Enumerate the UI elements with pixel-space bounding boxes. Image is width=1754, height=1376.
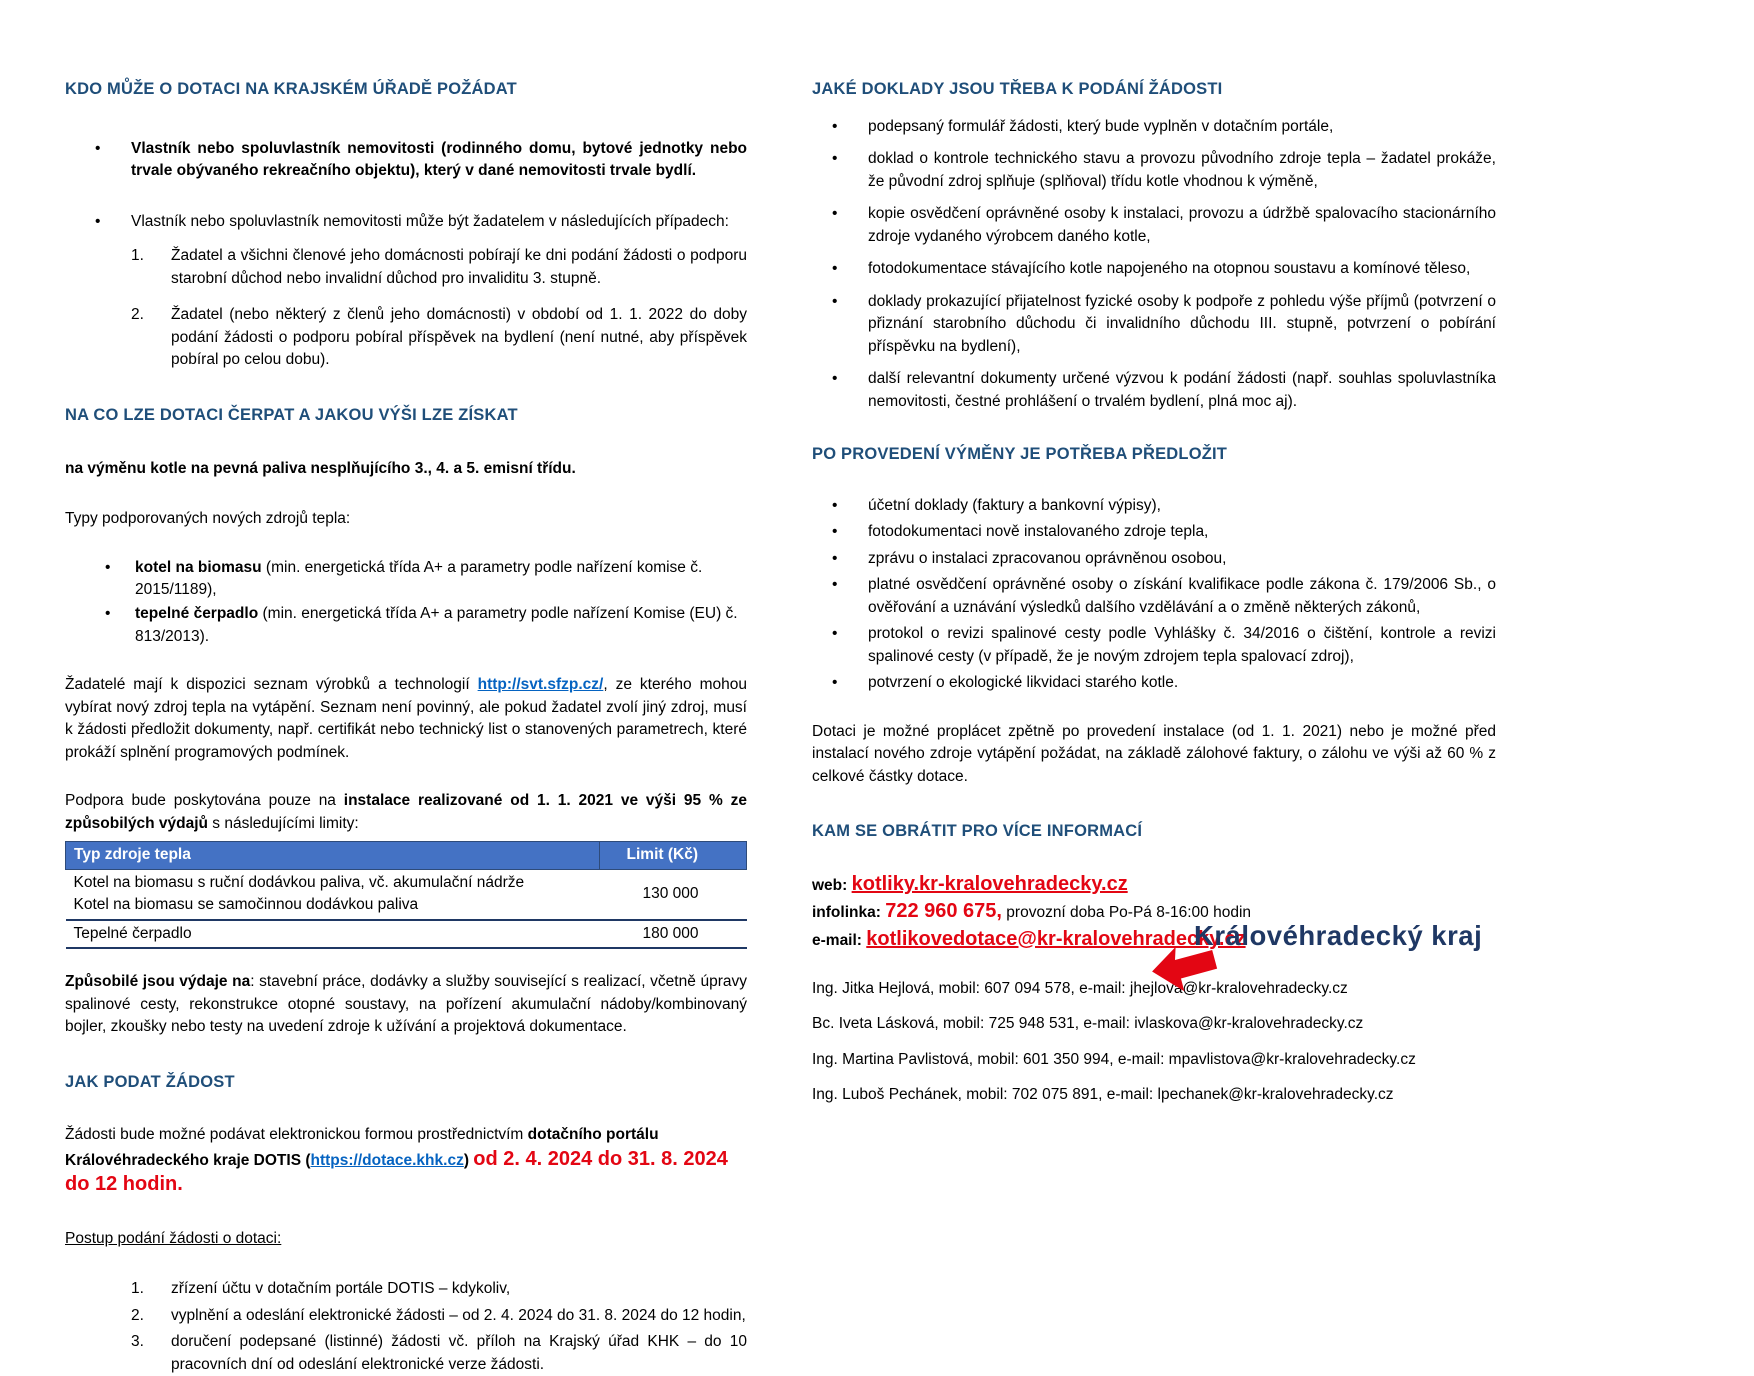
item-text: zřízení účtu v dotačním portále DOTIS – kdykoliv, bbox=[171, 1280, 511, 1298]
table-row bbox=[66, 869, 747, 919]
paragraph-heat-source-types: Typy podporovaných nových zdrojů tepla: bbox=[65, 510, 351, 528]
bullet-icon: • bbox=[832, 625, 838, 643]
item-number: 1. bbox=[131, 1280, 144, 1298]
item-number: 3. bbox=[131, 1333, 144, 1351]
bullet-text: fotodokumentaci nově instalovaného zdroje tepla, bbox=[868, 523, 1209, 541]
bullet-icon: • bbox=[105, 558, 111, 576]
bullet-item bbox=[812, 672, 1496, 694]
table-header-row bbox=[66, 842, 747, 869]
paragraph-retroactive-payment: Dotaci je možné proplácet zpětně po provedení instalace (od 1. 1. 2021) nebo je možné před instalací nového zdroje vytápění požádat, na základě zálohové faktury, o zálohu ve výši až 60 % z celkové částky dotace. bbox=[812, 722, 1496, 785]
bullet-icon: • bbox=[832, 576, 838, 594]
text-run-bold: ( bbox=[301, 1151, 311, 1169]
contact-person: Ing. Luboš Pechánek, mobil: 702 075 891, e-mail: lpechanek@kr-kralovehradecky.cz bbox=[812, 1086, 1394, 1104]
bullet-item bbox=[812, 548, 1496, 570]
type-detail: (min. energetická třída A+ a parametry podle nařízení komise č. 2015/1189), bbox=[135, 558, 703, 598]
contact-person: Ing. Martina Pavlistová, mobil: 601 350 994, e-mail: mpavlistova@kr-kralovehradecky.cz bbox=[812, 1050, 1416, 1068]
bullet-text bbox=[135, 603, 747, 648]
heading-after-replacement: PO PROVEDENÍ VÝMĚNY JE POTŘEBA PŘEDLOŽIT bbox=[812, 445, 1228, 464]
type-name: tepelné čerpadlo bbox=[135, 605, 259, 623]
contact-person: Ing. Jitka Hejlová, mobil: 607 094 578, e-mail: jhejlova@kr-kralovehradecky.cz bbox=[812, 979, 1348, 997]
bullet-item bbox=[812, 521, 1496, 543]
cell-line: Kotel na biomasu se samočinnou dodávkou paliva bbox=[73, 896, 419, 914]
heading-who-can-apply: KDO MŮŽE O DOTACI NA KRAJSKÉM ÚŘADĚ POŽÁDAT bbox=[65, 80, 517, 98]
text-run-bold: instalace realizované od 1. 1. 2021 ve výši 95 % ze způsobilých výdajů bbox=[65, 792, 747, 832]
bullet-item bbox=[812, 203, 1496, 248]
text-run: Žadatelé mají k dispozici seznam výrobků a technologií bbox=[65, 676, 478, 694]
bullet-item bbox=[812, 148, 1496, 193]
bullet-icon: • bbox=[95, 139, 101, 157]
infoline-label: infolinka: bbox=[812, 904, 886, 922]
application-deadline: od 2. 4. 2024 do 31. 8. 2024 do 12 hodin. bbox=[65, 1147, 728, 1196]
svt-sfzp-link[interactable]: http://svt.sfzp.cz/ bbox=[477, 676, 604, 694]
web-label: web: bbox=[812, 877, 852, 895]
infoline-hours: provozní doba Po-Pá 8-16:00 hodin bbox=[1001, 904, 1252, 922]
bullet-item bbox=[812, 623, 1496, 668]
bullet-icon: • bbox=[832, 260, 838, 278]
numbered-item bbox=[65, 1278, 747, 1300]
paragraph-application bbox=[65, 1124, 747, 1197]
table-header-limit: Limit (Kč) bbox=[599, 842, 746, 869]
table-row bbox=[66, 920, 747, 948]
bullet-text: podepsaný formulář žádosti, který bude vyplněn v dotačním portále, bbox=[868, 117, 1334, 135]
bullet-icon: • bbox=[832, 117, 838, 135]
text-run: : stavební práce, dodávky a služby související s realizací, včetně úpravy spalinové cesty, rekonstrukce otopné soustavy, na pořízení akumulační nádoby/kombinovaný bojler, zkoušky nebo testy na uvedení zdroje k užívání a projektová dokumentace. bbox=[65, 973, 747, 1036]
table-cell-type bbox=[66, 869, 600, 919]
bullet-text: účetní doklady (faktury a bankovní výpisy), bbox=[868, 497, 1161, 514]
kralovehradecky-kraj-logo bbox=[1152, 916, 1512, 956]
bullet-text: kopie osvědčení oprávněné osoby k instalaci, provozu a údržbě spalovacího stacionárního zdroje vydaného výrobcem daného kotle, bbox=[868, 205, 1496, 245]
bullet-text bbox=[135, 557, 747, 602]
paragraph-support-amount bbox=[65, 790, 747, 835]
paragraph-boiler-replacement: na výměnu kotle na pevná paliva nesplňujícího 3., 4. a 5. emisní třídu. bbox=[65, 459, 576, 477]
bullet-item bbox=[812, 574, 1496, 619]
limits-table bbox=[65, 841, 747, 949]
web-link[interactable]: kotliky.kr-kralovehradecky.cz bbox=[851, 873, 1128, 896]
bullet-text: potvrzení o ekologické likvidaci starého kotle. bbox=[868, 674, 1179, 692]
bullet-item bbox=[812, 291, 1496, 358]
bullet-icon: • bbox=[832, 549, 838, 567]
email-link[interactable]: kotlikovedotace@kr-kralovehradecky.cz bbox=[866, 927, 1246, 950]
heading-required-documents: JAKÉ DOKLADY JSOU TŘEBA K PODÁNÍ ŽÁDOSTI bbox=[812, 80, 1223, 98]
web-line bbox=[812, 872, 1496, 897]
bullet-text: Vlastník nebo spoluvlastník nemovitosti (rodinného domu, bytové jednotky nebo trvale obývaného rekreačního objektu), který v dané nemovitosti trvale bydlí. bbox=[131, 139, 747, 180]
email-label: e-mail: bbox=[812, 931, 867, 949]
bullet-item bbox=[812, 495, 1496, 517]
table-header-type: Typ zdroje tepla bbox=[66, 842, 600, 869]
numbered-item bbox=[65, 1331, 747, 1376]
bullet-icon: • bbox=[832, 497, 838, 514]
numbered-item bbox=[65, 304, 747, 371]
bullet-icon: • bbox=[832, 674, 838, 692]
heading-more-information: KAM SE OBRÁTIT PRO VÍCE INFORMACÍ bbox=[812, 822, 1143, 841]
bullet-icon: • bbox=[832, 370, 838, 388]
bullet-text: fotodokumentace stávajícího kotle napojeného na otopnou soustavu a komínové těleso, bbox=[868, 260, 1471, 278]
table-cell-type: Tepelné čerpadlo bbox=[66, 920, 600, 948]
bullet-text: další relevantní dokumenty určené výzvou k podání žádosti (např. souhlas spoluvlastníka nemovitosti, čestné prohlášení o trvalém bydlení, plná moc aj). bbox=[868, 370, 1496, 410]
item-number: 1. bbox=[131, 247, 144, 265]
item-text: doručení podepsané (listinné) žádosti vč. příloh na Krajský úřad KHK – do 10 pracovních dní od odeslání elektronické verze žádosti. bbox=[171, 1333, 747, 1373]
type-name: kotel na biomasu bbox=[135, 558, 262, 576]
logo-text: Královéhradecký kraj bbox=[1194, 920, 1483, 951]
bullet-item bbox=[812, 116, 1496, 138]
dotis-portal-link[interactable]: https://dotace.khk.cz bbox=[310, 1151, 464, 1169]
bullet-item bbox=[65, 603, 747, 648]
heading-what-subsidy: NA CO LZE DOTACI ČERPAT A JAKOU VÝŠI LZE ZÍSKAT bbox=[65, 405, 518, 424]
bullet-icon: • bbox=[105, 605, 111, 623]
bullet-item bbox=[65, 138, 747, 183]
text-run-bold: dotačního portálu Královéhradeckého kraje DOTIS bbox=[65, 1126, 659, 1169]
numbered-item bbox=[65, 1305, 747, 1327]
item-text: Žadatel a všichni členové jeho domácnosti pobírají ke dni podání žádosti o podporu starobní důchod nebo invalidní důchod pro invaliditu 3. stupně. bbox=[171, 247, 747, 287]
paragraph-product-list bbox=[65, 674, 747, 764]
left-column bbox=[65, 78, 747, 1376]
bullet-item bbox=[812, 368, 1496, 413]
bullet-text: protokol o revizi spalinové cesty podle Vyhlášky č. 34/2016 o čištění, kontrole a revizi spalinové cesty (v případě, že je novým zdrojem tepla spalovací zdroj), bbox=[868, 625, 1496, 665]
bullet-icon: • bbox=[832, 523, 838, 541]
bullet-item bbox=[65, 557, 747, 602]
contact-person: Bc. Iveta Lásková, mobil: 725 948 531, e-mail: ivlaskova@kr-kralovehradecky.cz bbox=[812, 1015, 1364, 1033]
numbered-item bbox=[65, 245, 747, 290]
text-run-bold: ) bbox=[463, 1151, 474, 1169]
bullet-text: zprávu o instalaci zpracovanou oprávněnou osobou, bbox=[868, 549, 1227, 567]
bullet-text: platné osvědčení oprávněné osoby o získání kvalifikace podle zákona č. 179/2006 Sb., o ověřování a uznávání výsledků dalšího vzdělávání a o změně některých zákonů, bbox=[868, 576, 1496, 616]
cell-line: Kotel na biomasu s ruční dodávkou paliva, vč. akumulační nádrže bbox=[73, 873, 525, 891]
bullet-text: doklad o kontrole technického stavu a provozu původního zdroje tepla – žadatel prokáže, že původní zdroj splňuje (splňoval) třídu kotle vhodnou k výměně, bbox=[868, 150, 1496, 190]
bullet-text: doklady prokazující přijatelnost fyzické osoby k podpoře z pohledu výše příjmů (potvrzení o přiznání starobního důchodu či invalidního důchodu III. stupně, potvrzení o pobírání příspěvku na bydlení), bbox=[868, 292, 1496, 355]
infoline-number: 722 960 675, bbox=[885, 900, 1002, 923]
text-run: s následujícími limity: bbox=[207, 814, 359, 832]
table-cell-limit: 180 000 bbox=[599, 920, 746, 948]
item-number: 2. bbox=[131, 1306, 144, 1324]
item-text: Žadatel (nebo některý z členů jeho domácnosti) v období od 1. 1. 2022 do doby podání žádosti o podporu pobíral příspěvek na bydlení (není nutné, aby příspěvek pobíral po celou dobu). bbox=[171, 306, 747, 369]
heading-how-to-apply: JAK PODAT ŽÁDOST bbox=[65, 1072, 235, 1091]
paragraph-eligible-expenses bbox=[65, 971, 747, 1038]
bullet-item bbox=[65, 211, 747, 233]
text-run: , ze kterého mohou vybírat nový zdroj tepla na vytápění. Seznam není povinný, ale pokud žadatel zvolí jiný zdroj, musí k žádosti předložit dokumenty, např. certifikát nebo technický list o stanovených parametrech, které prokáží splnění programových podmínek. bbox=[65, 676, 747, 761]
text-run: Žádosti bude možné podávat elektronickou formou prostřednictvím bbox=[65, 1126, 528, 1144]
type-detail: (min. energetická třída A+ a parametry podle nařízení Komise (EU) č. 813/2013). bbox=[135, 605, 738, 645]
text-run: Podpora bude poskytována pouze na bbox=[65, 792, 344, 810]
red-arrow-icon bbox=[1152, 944, 1218, 994]
item-text: vyplnění a odeslání elektronické žádosti – od 2. 4. 2024 do 31. 8. 2024 do 12 hodin, bbox=[171, 1306, 746, 1324]
paragraph-procedure-title: Postup podání žádosti o dotaci: bbox=[65, 1229, 282, 1247]
bullet-icon: • bbox=[832, 292, 838, 310]
item-number: 2. bbox=[131, 306, 144, 324]
text-run-bold: Způsobilé jsou výdaje na bbox=[65, 973, 251, 991]
table-cell-limit: 130 000 bbox=[599, 869, 746, 919]
bullet-text: Vlastník nebo spoluvlastník nemovitosti může být žadatelem v následujících případech: bbox=[131, 212, 729, 230]
bullet-icon: • bbox=[832, 150, 838, 168]
bullet-icon: • bbox=[832, 205, 838, 223]
bullet-item bbox=[812, 258, 1496, 280]
bullet-icon: • bbox=[95, 212, 101, 230]
